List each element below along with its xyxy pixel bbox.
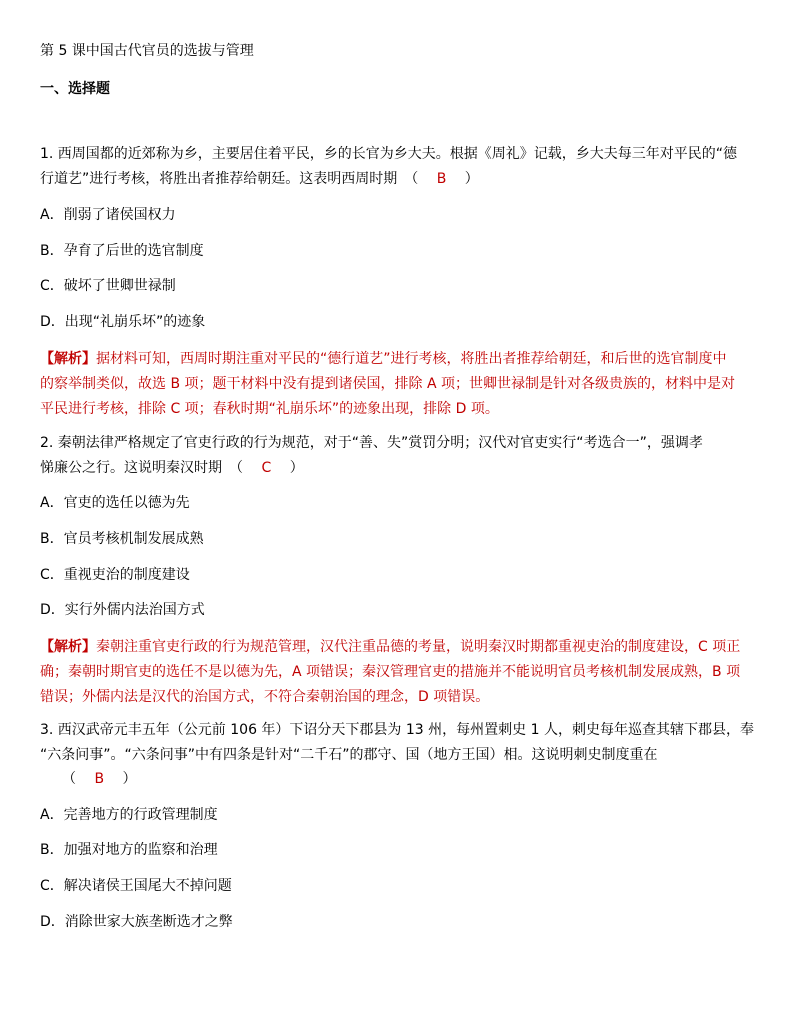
question-2-option-d: D．实行外儒内法治国方式: [40, 602, 205, 618]
section-heading: 一、选择题: [40, 81, 110, 97]
question-3-stem-line-1: 3. 西汉武帝元丰五年（公元前 106 年）下诏分天下郡县为 13 州，每州置刺史 1 人，刺史每年巡查其辖下郡县，奉: [40, 722, 754, 738]
lesson-title: 第 5 课中国古代官员的选拔与管理: [40, 43, 254, 59]
analysis-tag: 【解析】: [40, 351, 96, 367]
question-2-analysis: [40, 635, 758, 710]
question-1-analysis: [40, 347, 758, 422]
question-3-answer: B: [94, 771, 105, 787]
analysis-line: 错误；外儒内法是汉代的治国方式，不符合秦朝治国的理念，D 项错误。: [40, 689, 490, 705]
analysis-line: [40, 347, 758, 372]
question-1-stem-line-2: [40, 169, 479, 189]
question-1-option-b: B．孕育了后世的选官制度: [40, 243, 204, 259]
question-2-close-paren: ）: [289, 460, 304, 476]
question-2-option-b: B．官员考核机制发展成熟: [40, 531, 204, 547]
analysis-tag: 【解析】: [40, 639, 96, 655]
analysis-line: [40, 635, 758, 660]
analysis-line: 平民进行考核，排除 C 项；春秋时期“礼崩乐坏”的迹象出现，排除 D 项。: [40, 401, 499, 417]
question-2-option-c: C．重视吏治的制度建设: [40, 567, 190, 583]
question-3-close-paren: ）: [122, 771, 137, 787]
question-3-stem-line-2: “六条问事”。“六条问事”中有四条是针对“二千石”的郡守、国（地方王国）相。这说明刺史制度重在: [40, 747, 658, 763]
question-1-answer: B: [436, 171, 447, 187]
question-1-option-a: A．削弱了诸侯国权力: [40, 207, 176, 223]
question-1-close-paren: ）: [464, 171, 479, 187]
question-2-stem-text: 悌廉公之行。这说明秦汉时期 （: [40, 460, 243, 476]
question-1-stem-line-1: 1. 西周国都的近郊称为乡，主要居住着平民，乡的长官为乡大夫。根据《周礼》记载，乡大夫每三年对平民的“德: [40, 146, 738, 162]
question-2-stem-line-2: [40, 458, 304, 478]
question-3-open-paren: （: [62, 771, 76, 787]
question-3-option-d: D．消除世家大族垄断选才之弊: [40, 914, 233, 930]
question-2-stem-line-1: 2. 秦朝法律严格规定了官吏行政的行为规范，对于“善、失”赏罚分明；汉代对官吏实行“考选合一”，强调孝: [40, 435, 703, 451]
question-3-option-c: C．解决诸侯王国尾大不掉问题: [40, 878, 232, 894]
question-3-option-b: B．加强对地方的监察和治理: [40, 842, 218, 858]
analysis-text: 据材料可知，西周时期注重对平民的“德行道艺”进行考核，将胜出者推荐给朝廷，和后世的选官制度中: [96, 351, 727, 367]
question-3-stem-line-3: [62, 769, 137, 789]
analysis-text: 秦朝注重官吏行政的行为规范管理，汉代注重品德的考量，说明秦汉时期都重视吏治的制度建设，C 项正: [96, 639, 741, 655]
question-2-option-a: A．官吏的选任以德为先: [40, 495, 190, 511]
analysis-line: 的察举制类似，故选 B 项；题干材料中没有提到诸侯国，排除 A 项；世卿世禄制是针对各级贵族的，材料中是对: [40, 376, 735, 392]
analysis-line: 确；秦朝时期官吏的选任不是以德为先，A 项错误；秦汉管理官吏的措施并不能说明官员考核机制发展成熟，B 项: [40, 664, 741, 680]
question-1-stem-text: 行道艺”进行考核，将胜出者推荐给朝廷。这表明西周时期 （: [40, 171, 419, 187]
question-1-option-d: D．出现“礼崩乐坏”的迹象: [40, 314, 206, 330]
question-3-option-a: A．完善地方的行政管理制度: [40, 807, 218, 823]
question-1-option-c: C．破坏了世卿世禄制: [40, 278, 176, 294]
question-2-answer: C: [261, 460, 272, 476]
